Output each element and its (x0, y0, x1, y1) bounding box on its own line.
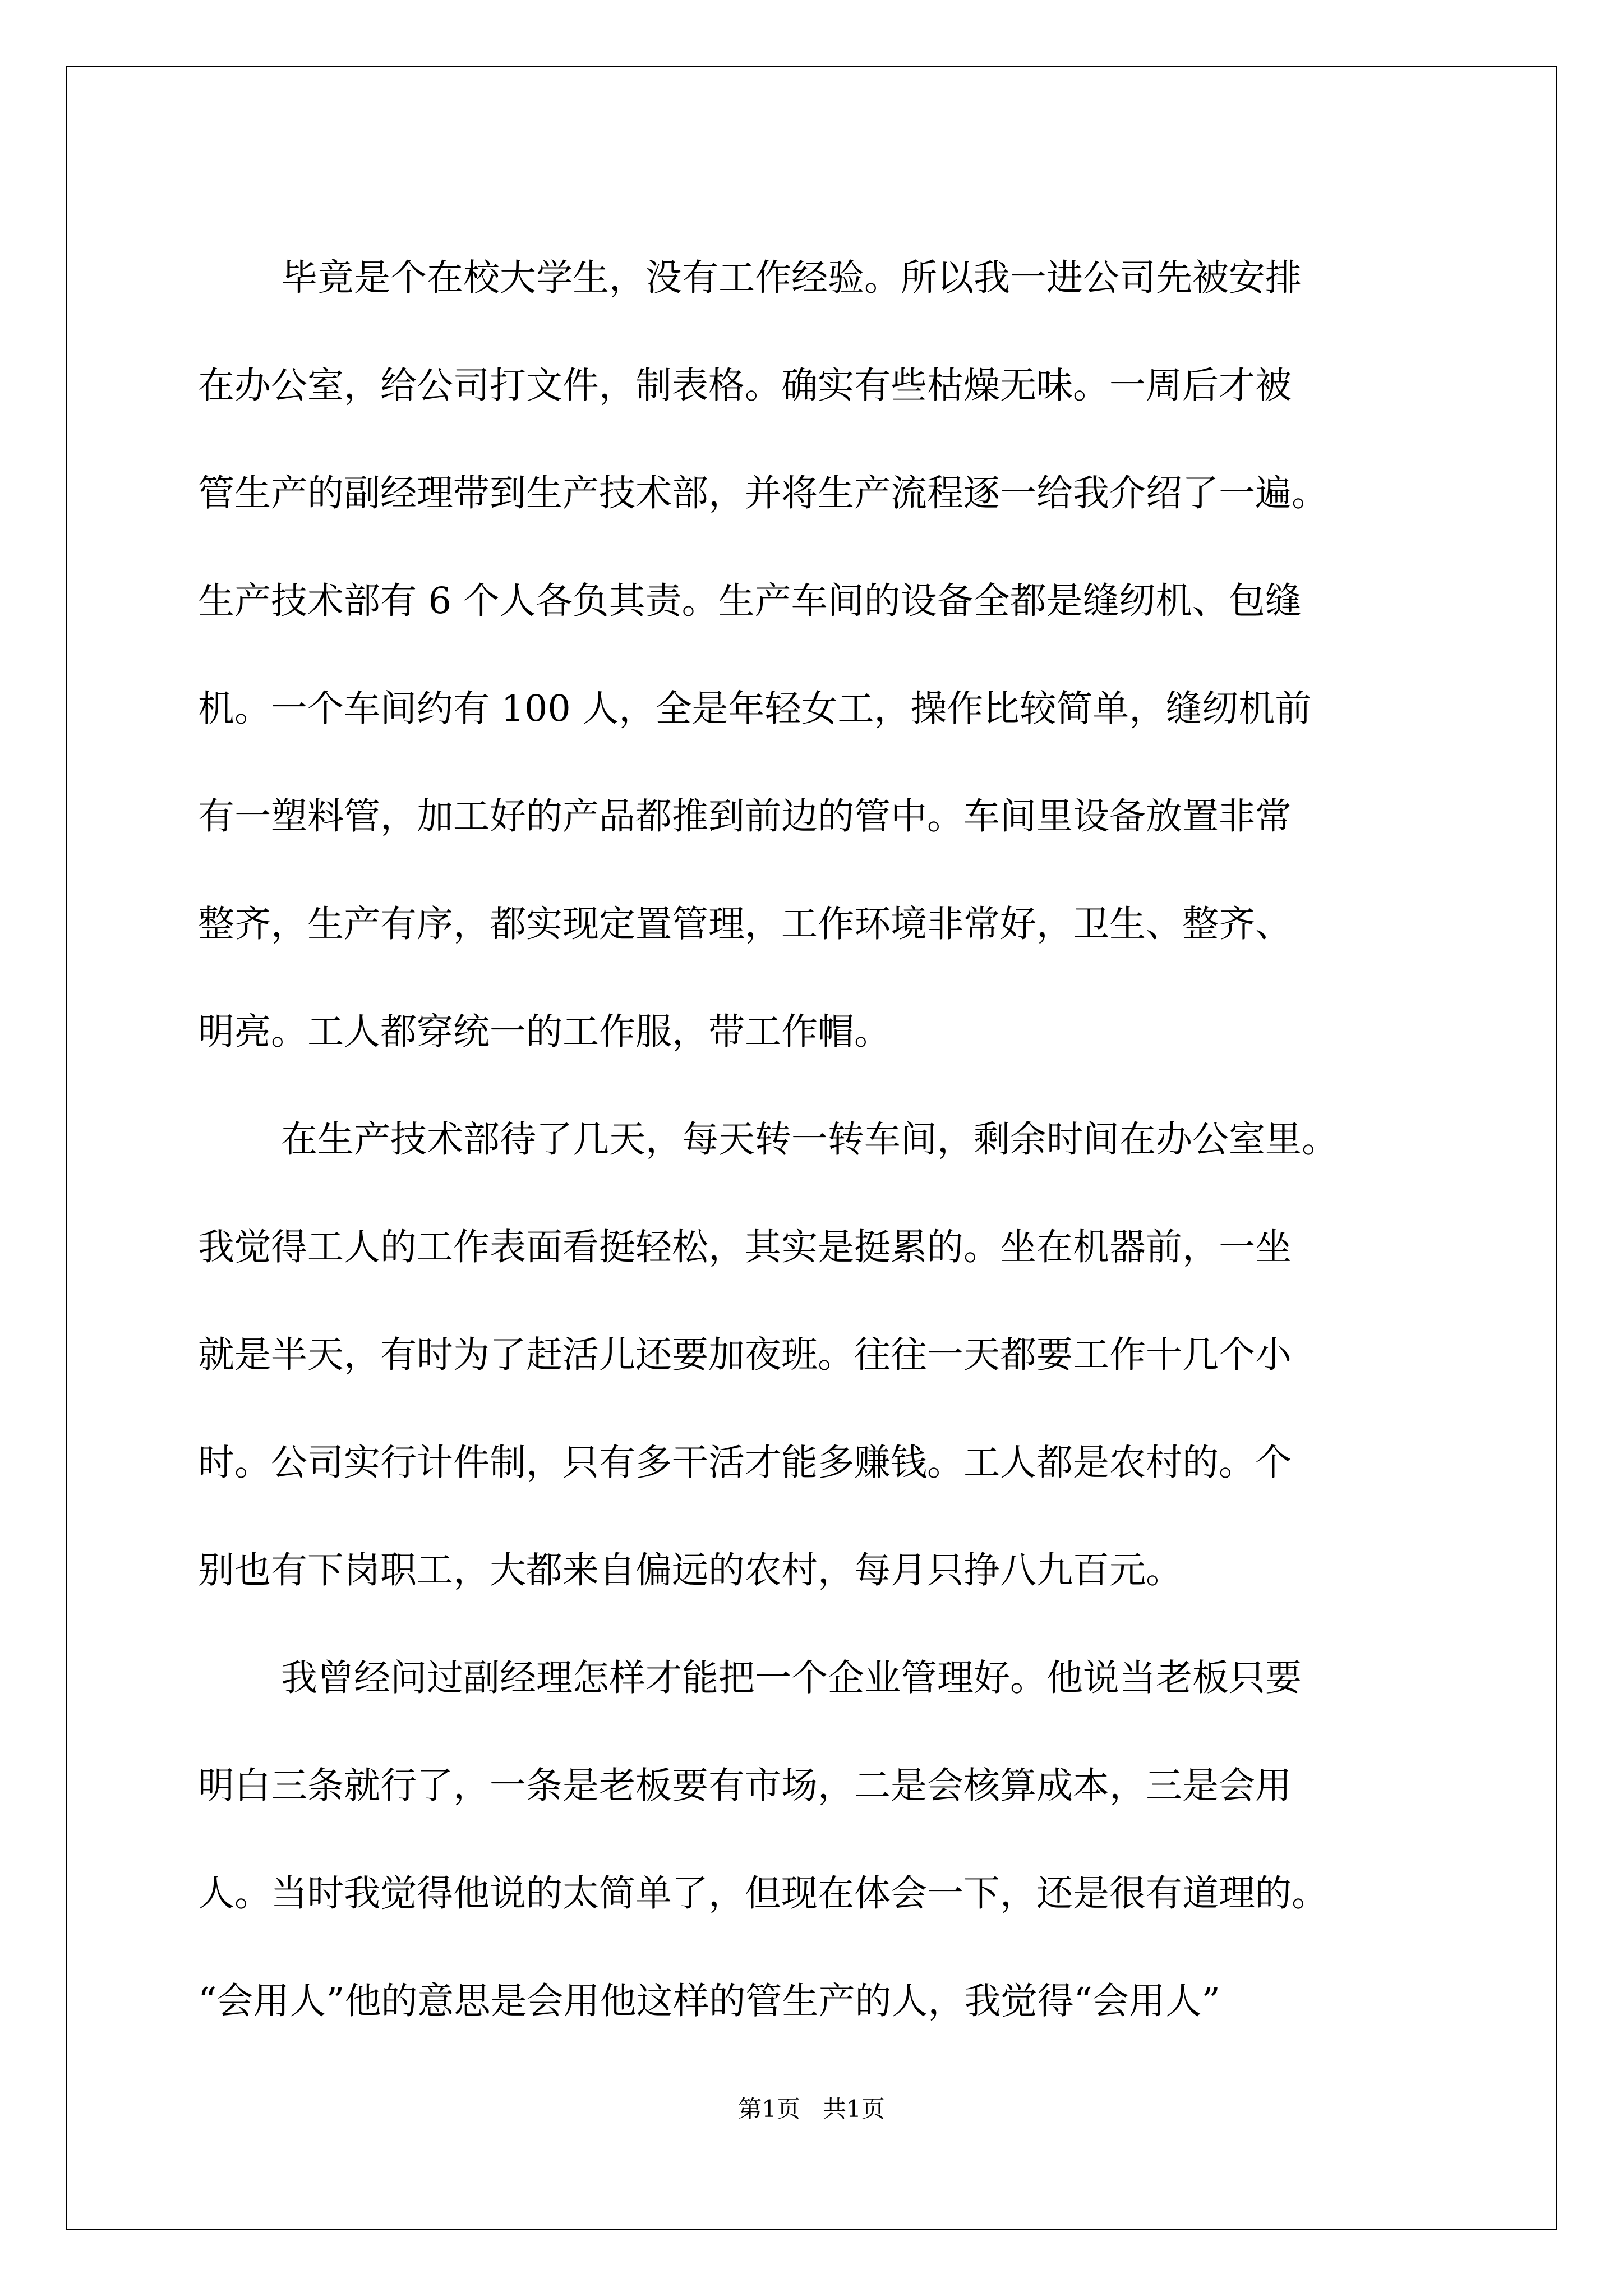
text-line: 在生产技术部待了几天，每天转一转车间，剩余时间在办公室里。 (281, 1119, 1339, 1161)
text-line: 我曾经问过副经理怎样才能把一个企业管理好。他说当老板只要 (281, 1657, 1302, 1699)
text-line: 别也有下岗职工，大都来自偏远的农村，每月只挣八九百元。 (198, 1549, 1183, 1591)
text-line: 毕竟是个在校大学生，没有工作经验。所以我一进公司先被安排 (281, 257, 1302, 299)
text-line: 时。公司实行计件制，只有多干活才能多赚钱。工人都是农村的。个 (198, 1442, 1292, 1484)
text-line: 明白三条就行了，一条是老板要有市场，二是会核算成本，三是会用 (198, 1765, 1292, 1807)
page-footer (0, 2092, 1623, 2126)
page-number: 第1页 (738, 2095, 800, 2123)
text-line: 生产技术部有 6 个人各负其责。生产车间的设备全都是缝纫机、包缝 (198, 580, 1302, 622)
text-line: 我觉得工人的工作表面看挺轻松，其实是挺累的。坐在机器前，一坐 (198, 1226, 1292, 1268)
text-line: 整齐，生产有序，都实现定置管理，工作环境非常好，卫生、整齐、 (198, 903, 1292, 945)
text-line: 在办公室，给公司打文件，制表格。确实有些枯燥无味。一周后才被 (198, 365, 1292, 407)
text-line: 管生产的副经理带到生产技术部，并将生产流程逐一给我介绍了一遍。 (198, 472, 1329, 514)
text-line: 机。一个车间约有 100 人，全是年轻女工，操作比较简单，缝纫机前 (198, 688, 1312, 730)
text-line: 人。当时我觉得他说的太简单了，但现在体会一下，还是很有道理的。 (198, 1872, 1329, 1915)
text-line: 明亮。工人都穿统一的工作服，带工作帽。 (198, 1011, 891, 1053)
text-line: 有一塑料管，加工好的产品都推到前边的管中。车间里设备放置非常 (198, 795, 1292, 838)
document-body (198, 224, 1488, 2055)
text-line: “会用人”他的意思是会用他这样的管生产的人，我觉得“会用人” (198, 1980, 1220, 2022)
page-total: 共1页 (823, 2095, 885, 2123)
text-line: 就是半天，有时为了赶活儿还要加夜班。往往一天都要工作十几个小 (198, 1334, 1292, 1376)
